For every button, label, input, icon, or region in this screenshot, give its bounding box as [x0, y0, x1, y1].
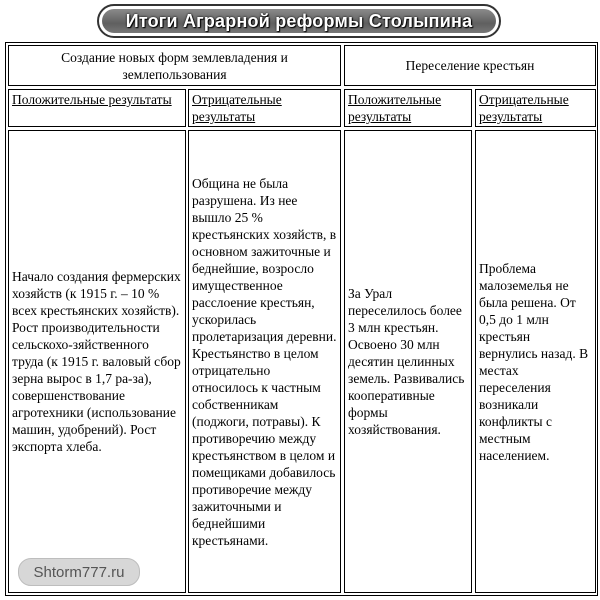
subheader-land-negative: [188, 89, 341, 127]
cell-resettle-negative-text: Проблема малоземелья не была решена. От 0,5 до 1 млн крестьян вернулись назад. В местах переселения возникали конфликты с местным населением.: [479, 260, 589, 463]
section-header-land: [8, 45, 341, 86]
cell-resettle-negative: [475, 130, 596, 593]
section-header-resettlement: [344, 45, 596, 86]
cell-resettle-positive-text: За Урал переселилось более 3 млн крестьян. Освоено 30 млн десятин целинных земель. Развивались кооперативные формы хозяйствования.: [348, 286, 465, 437]
subheader-resettle-positive: [344, 89, 472, 127]
title-banner: [97, 4, 501, 38]
cell-land-positive: [8, 130, 186, 593]
cell-resettle-positive: [344, 130, 472, 593]
section-header-land-text: Создание новых форм землевладения и землепользования: [61, 49, 288, 82]
page-title: Итоги Аграрной реформы Столыпина: [125, 10, 473, 31]
subheader-land-negative-text: Отрицательные результаты: [192, 92, 282, 124]
cell-land-positive-text: Начало создания фермерских хозяйств (к 1915 г. – 10 % всех крестьянских хозяйств). Рост производительности сельскохо-зяйственного труда (к 1915 г. валовый сбор зерна вырос в 1,7 ра-за), совершенствование агротехники (использование машин, удобрений). Рост экспорта хлеба.: [12, 269, 181, 454]
subheader-land-positive: [8, 89, 186, 127]
subheader-resettle-positive-text: Положительные результаты: [348, 92, 442, 124]
subheader-land-positive-text: Положительные результаты: [12, 92, 172, 107]
title-banner-inner: [102, 9, 496, 33]
subheader-resettle-negative: [475, 89, 596, 127]
watermark-logo: [18, 558, 140, 586]
subheader-resettle-negative-text: Отрицательные результаты: [479, 92, 569, 124]
section-header-resettlement-text: Переселение крестьян: [405, 58, 535, 73]
watermark-text: Shtorm777.ru: [33, 563, 125, 581]
cell-land-negative: [188, 130, 341, 593]
cell-land-negative-text: Община не была разрушена. Из нее вышло 25 % крестьянских хозяйств, в основном зажиточные и беднейшие, возросло имущественное расслоение крестьян, ускорилась пролетаризация деревни. Крестьянство в целом отрицательно относилось к частным собственникам (поджоги, потравы). К противоречию между крестьянством в целом и помещиками добавилось противоречие между зажиточными и беднейшими крестьянами.: [192, 175, 337, 548]
